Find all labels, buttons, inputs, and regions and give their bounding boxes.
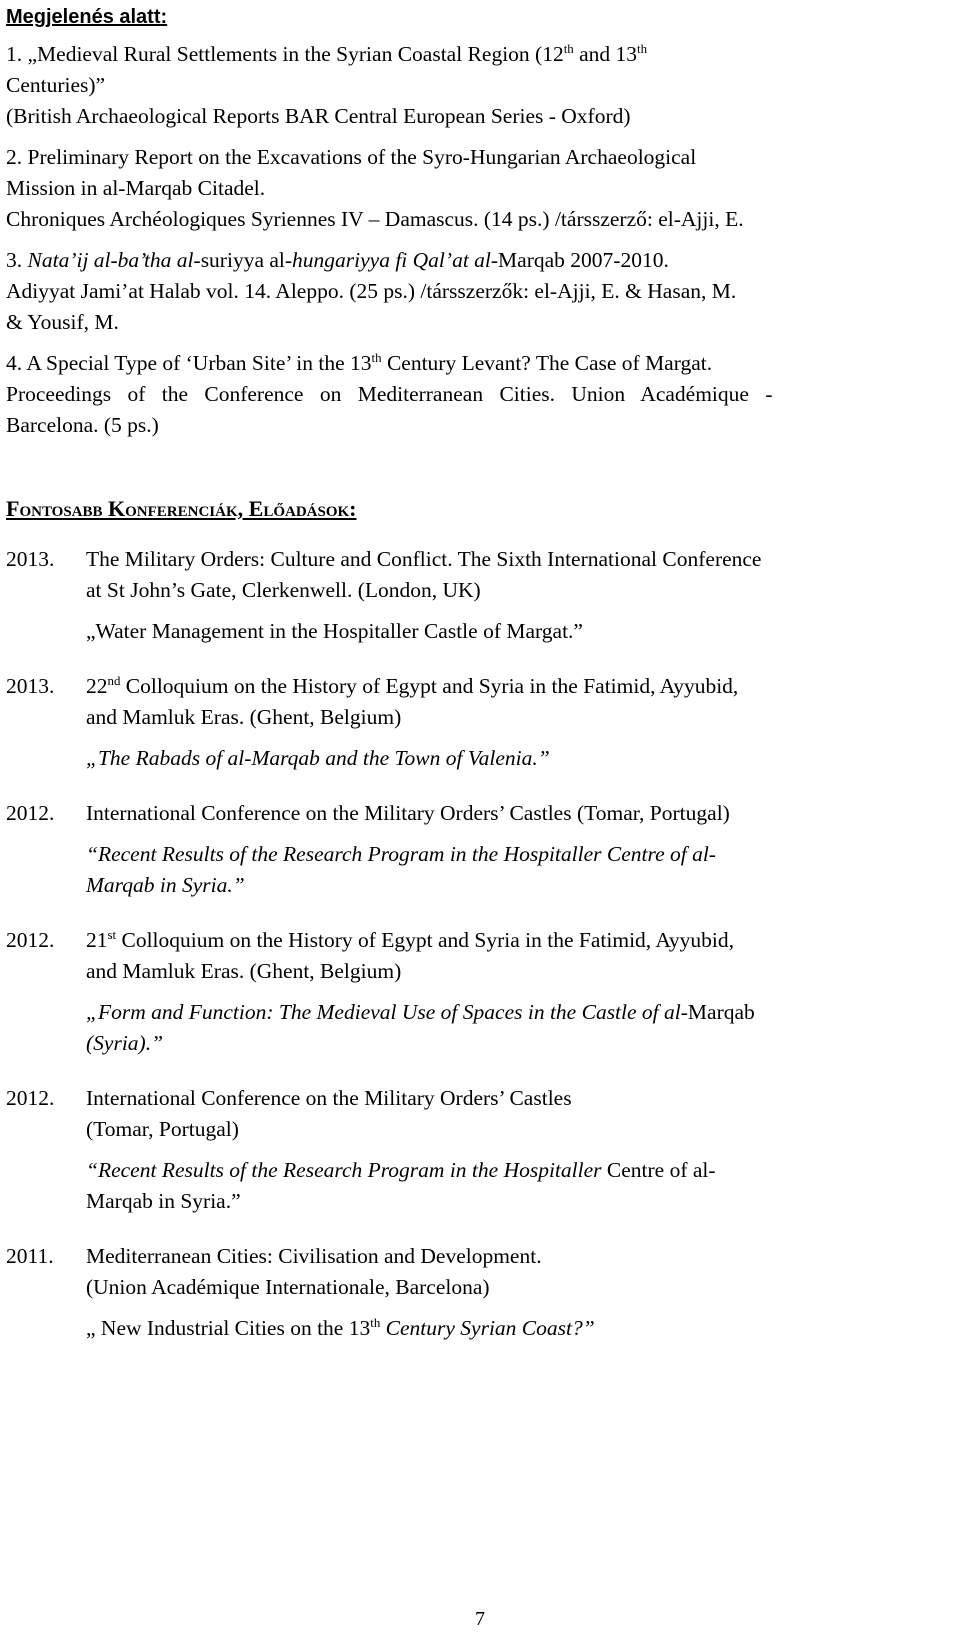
conference-entry: 2012. 21st Colloquium on the History of Egypt and Syria in the Fatimid, Ayyubid, and Mamluk Eras. (Ghent, Belgium) „Form and Function: The Medieval Use of Spaces in the Castle of al-Marqab (Syria).” xyxy=(6,925,954,1059)
document-page xyxy=(6,0,954,1344)
conferences-section-title: Fontosabb Konferenciák, Előadások: xyxy=(6,496,357,521)
talk-title: “Recent Results of the Research Program in the Hospitaller Centre of al- Marqab in Syria.” xyxy=(86,842,716,897)
publication-4: 4. A Special Type of ‘Urban Site’ in the 13th Century Levant? The Case of Margat. Proceedings of the Conference on Mediterranean Cities. Union Académique - Barcelona. (5 ps.) xyxy=(6,350,773,437)
talk-title: „ New Industrial Cities on the 13th Century Syrian Coast?” xyxy=(86,1315,595,1340)
publication-2: 2. Preliminary Report on the Excavations of the Syro-Hungarian Archaeological Mission in al-Marqab Citadel. Chroniques Archéologiques Syriennes IV – Damascus. (14 ps.) /társszerző: el-Ajji, E. xyxy=(6,145,744,231)
conference-entry: 2012. International Conference on the Military Orders’ Castles (Tomar, Portugal) “Recent Results of the Research Program in the Hospitaller Centre of al- Marqab in Syria.” xyxy=(6,1083,954,1217)
conference-year: 2013. xyxy=(6,674,55,698)
page-number: 7 xyxy=(475,1608,485,1630)
conference-year: 2012. xyxy=(6,801,55,825)
talk-title: „Water Management in the Hospitaller Castle of Margat.” xyxy=(86,619,583,643)
publication-1: 1. „Medieval Rural Settlements in the Syrian Coastal Region (12th and 13th Centuries)” (British Archaeological Reports BAR Central European Series - Oxford) xyxy=(6,41,648,128)
conference-year: 2013. xyxy=(6,547,55,571)
talk-title: “Recent Results of the Research Program in the Hospitaller Centre of al- Marqab in Syria.” xyxy=(86,1158,716,1213)
talk-title: „The Rabads of al-Marqab and the Town of Valenia.” xyxy=(86,746,550,770)
conference-entry: 2011. Mediterranean Cities: Civilisation and Development. (Union Académique Internationale, Barcelona) „ New Industrial Cities on the 13th Century Syrian Coast?” xyxy=(6,1241,954,1344)
talk-title: „Form and Function: The Medieval Use of Spaces in the Castle of al-Marqab (Syria).” xyxy=(86,1000,755,1055)
conference-year: 2012. xyxy=(6,928,55,952)
conference-entry: 2013. 22nd Colloquium on the History of Egypt and Syria in the Fatimid, Ayyubid, and Mamluk Eras. (Ghent, Belgium) „The Rabads of al-Marqab and the Town of Valenia.” xyxy=(6,671,954,774)
conference-year: 2011. xyxy=(6,1244,54,1268)
conference-year: 2012. xyxy=(6,1086,55,1110)
in-press-heading: Megjelenés alatt: xyxy=(6,6,168,28)
conference-entry: 2012. International Conference on the Military Orders’ Castles (Tomar, Portugal) “Recent Results of the Research Program in the Hospitaller Centre of al- Marqab in Syria.” xyxy=(6,798,954,901)
publication-3: 3. Nata’ij al-ba’tha al-suriyya al-hungariyya fi Qal’at al-Marqab 2007-2010. Adiyyat Jami’at Halab vol. 14. Aleppo. (25 ps.) /társszerzők: el-Ajji, E. & Hasan, M. & Yousif, M. xyxy=(6,248,737,334)
conference-entry: 2013. The Military Orders: Culture and Conflict. The Sixth International Conference at St John’s Gate, Clerkenwell. (London, UK) „Water Management in the Hospitaller Castle of Margat.” xyxy=(6,544,954,647)
